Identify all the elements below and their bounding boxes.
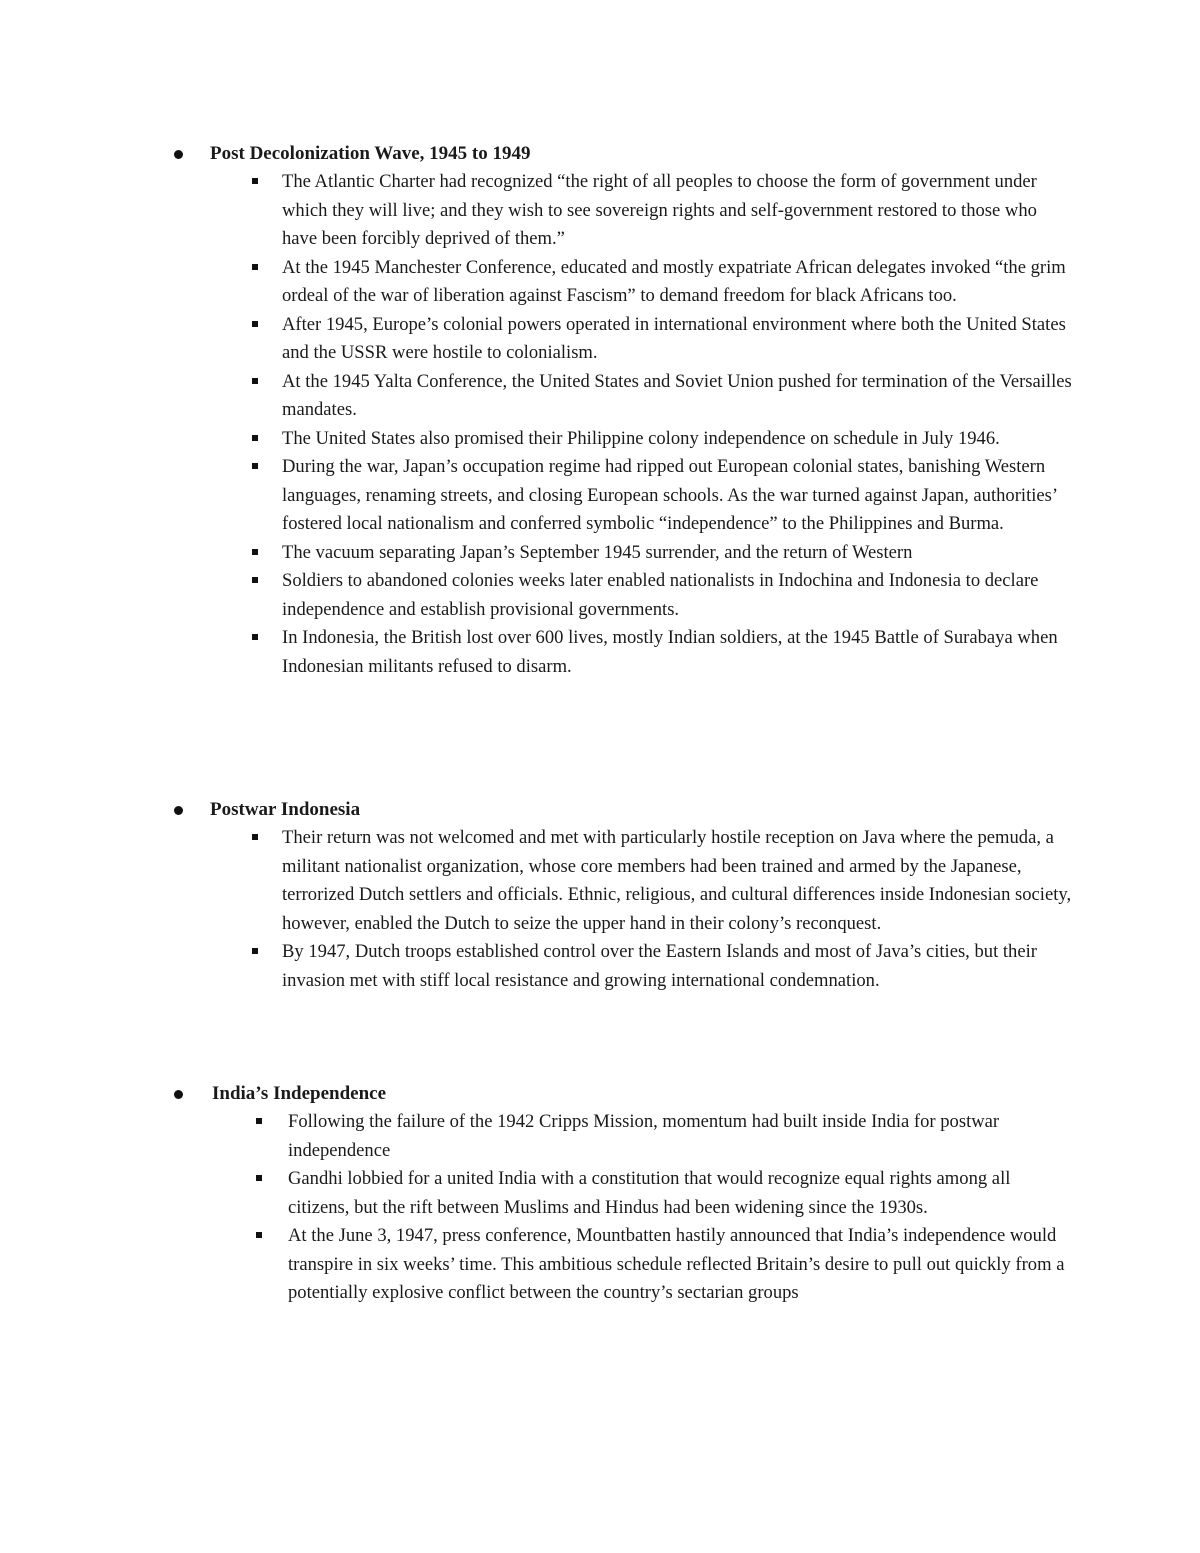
list-item: Following the failure of the 1942 Cripps Mission, momentum had built inside India for postwar independence (288, 1108, 1072, 1165)
section-heading: India’s Independence (212, 1083, 387, 1104)
bullet-dot-icon (174, 806, 183, 815)
list-item: The United States also promised their Philippine colony independence on schedule in July 1946. (282, 425, 1072, 454)
list-item: At the June 3, 1947, press conference, Mountbatten hastily announced that India’s independence would transpire in six weeks’ time. This ambitious schedule reflected Britain’s desire to pull out quickly from a potentially explosive conflict between the country’s sectarian groups (288, 1222, 1072, 1308)
list-item: Their return was not welcomed and met with particularly hostile reception on Java where the pemuda, a militant nationalist organization, whose core members had been trained and armed by the Japanese, terrorized Dutch settlers and officials. Ethnic, religious, and cultural differences inside Indonesian society, however, enabled the Dutch to seize the upper hand in their colony’s reconquest. (282, 824, 1072, 938)
section-heading: Post Decolonization Wave, 1945 to 1949 (210, 143, 531, 164)
bullet-dot-icon (174, 1090, 183, 1099)
list-item: The Atlantic Charter had recognized “the right of all peoples to choose the form of government under which they will live; and they wish to see sovereign rights and self-government restored to those who have been forcibly deprived of them.” (282, 168, 1072, 254)
bullet-list (282, 168, 1072, 681)
list-item: Soldiers to abandoned colonies weeks later enabled nationalists in Indochina and Indonesia to declare independence and establish provisional governments. (282, 567, 1072, 624)
section-heading: Postwar Indonesia (210, 799, 361, 820)
list-item: Gandhi lobbied for a united India with a constitution that would recognize equal rights among all citizens, but the rift between Muslims and Hindus had been widening since the 1930s. (288, 1165, 1072, 1222)
bullet-list (288, 1108, 1072, 1308)
list-item: By 1947, Dutch troops established control over the Eastern Islands and most of Java’s cities, but their invasion met with stiff local resistance and growing international condemnation. (282, 938, 1072, 995)
list-item: In Indonesia, the British lost over 600 lives, mostly Indian soldiers, at the 1945 Battle of Surabaya when Indonesian militants refused to disarm. (282, 624, 1072, 681)
list-item: At the 1945 Manchester Conference, educated and mostly expatriate African delegates invoked “the grim ordeal of the war of liberation against Fascism” to demand freedom for black Africans too. (282, 254, 1072, 311)
bullet-list (282, 824, 1072, 995)
list-item: The vacuum separating Japan’s September 1945 surrender, and the return of Western (282, 539, 1072, 568)
list-item: During the war, Japan’s occupation regime had ripped out European colonial states, banishing Western languages, renaming streets, and closing European schools. As the war turned against Japan, authorities’ fostered local nationalism and conferred symbolic “independence” to the Philippines and Burma. (282, 453, 1072, 539)
bullet-dot-icon (174, 150, 183, 159)
list-item: After 1945, Europe’s colonial powers operated in international environment where both the United States and the USSR were hostile to colonialism. (282, 311, 1072, 368)
list-item: At the 1945 Yalta Conference, the United States and Soviet Union pushed for termination of the Versailles mandates. (282, 368, 1072, 425)
